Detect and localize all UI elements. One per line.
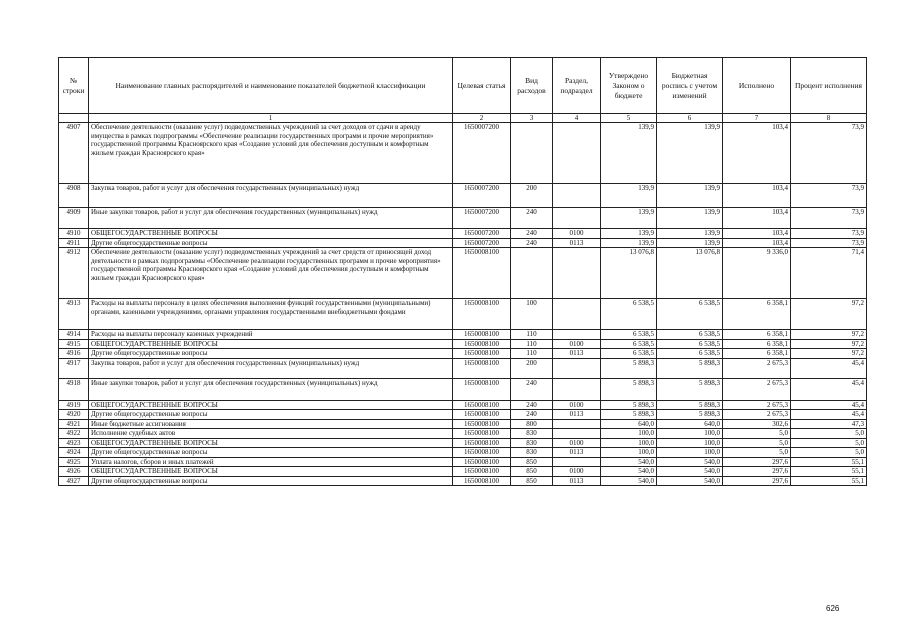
executed-cell: 9 336,0 xyxy=(723,248,791,299)
target-article-cell: 1650008100 xyxy=(453,299,511,330)
row-number-cell: 4927 xyxy=(59,476,89,486)
percent-cell: 73,9 xyxy=(791,229,867,239)
expense-type-cell: 240 xyxy=(511,400,553,410)
target-article-cell: 1650008100 xyxy=(453,419,511,429)
percent-cell: 5,0 xyxy=(791,438,867,448)
section-cell xyxy=(553,419,601,429)
percent-cell: 73,9 xyxy=(791,208,867,229)
name-cell: ОБЩЕГОСУДАРСТВЕННЫЕ ВОПРОСЫ xyxy=(89,339,453,349)
name-cell: Другие общегосударственные вопросы xyxy=(89,448,453,458)
row-number-cell: 4922 xyxy=(59,429,89,439)
approved-cell: 139,9 xyxy=(601,238,657,248)
row-number-cell: 4925 xyxy=(59,457,89,467)
target-article-cell: 1650008100 xyxy=(453,467,511,477)
target-article-cell: 1650008100 xyxy=(453,448,511,458)
row-number-cell: 4914 xyxy=(59,330,89,340)
executed-cell: 103,4 xyxy=(723,123,791,184)
column-number-row xyxy=(59,114,867,123)
name-cell: Другие общегосударственные вопросы xyxy=(89,238,453,248)
budget-table xyxy=(58,57,867,486)
approved-cell: 640,0 xyxy=(601,419,657,429)
schedule-cell: 6 538,5 xyxy=(657,330,723,340)
executed-cell: 103,4 xyxy=(723,229,791,239)
expense-type-cell: 200 xyxy=(511,184,553,208)
schedule-cell: 100,0 xyxy=(657,448,723,458)
expense-type-cell: 240 xyxy=(511,208,553,229)
executed-cell: 302,6 xyxy=(723,419,791,429)
percent-cell: 45,4 xyxy=(791,410,867,420)
approved-cell: 139,9 xyxy=(601,123,657,184)
approved-cell: 100,0 xyxy=(601,429,657,439)
table-row xyxy=(59,229,867,239)
schedule-cell: 540,0 xyxy=(657,476,723,486)
expense-type-cell: 850 xyxy=(511,467,553,477)
approved-cell: 13 076,8 xyxy=(601,248,657,299)
table-row xyxy=(59,429,867,439)
header-schedule: Бюджетная роспись с учетом изменений xyxy=(657,58,723,114)
approved-cell: 6 538,5 xyxy=(601,299,657,330)
schedule-cell: 5 898,3 xyxy=(657,400,723,410)
approved-cell: 139,9 xyxy=(601,184,657,208)
approved-cell: 6 538,5 xyxy=(601,339,657,349)
target-article-cell: 1650008100 xyxy=(453,248,511,299)
target-article-cell: 1650008100 xyxy=(453,349,511,359)
column-number: 3 xyxy=(511,114,553,123)
target-article-cell: 1650007200 xyxy=(453,123,511,184)
table-row xyxy=(59,457,867,467)
name-cell: Иные закупки товаров, работ и услуг для обеспечения государственных (муниципальных) нужд xyxy=(89,208,453,229)
target-article-cell: 1650008100 xyxy=(453,330,511,340)
name-cell: ОБЩЕГОСУДАРСТВЕННЫЕ ВОПРОСЫ xyxy=(89,438,453,448)
header-approved: Утверждено Законом о бюджете xyxy=(601,58,657,114)
target-article-cell: 1650008100 xyxy=(453,410,511,420)
percent-cell: 97,2 xyxy=(791,330,867,340)
expense-type-cell: 110 xyxy=(511,339,553,349)
table-row xyxy=(59,410,867,420)
approved-cell: 100,0 xyxy=(601,448,657,458)
target-article-cell: 1650008100 xyxy=(453,457,511,467)
percent-cell: 45,4 xyxy=(791,400,867,410)
table-row xyxy=(59,349,867,359)
table-row xyxy=(59,448,867,458)
table-row xyxy=(59,248,867,299)
column-number xyxy=(59,114,89,123)
row-number-cell: 4915 xyxy=(59,339,89,349)
column-number: 5 xyxy=(601,114,657,123)
column-number: 4 xyxy=(553,114,601,123)
approved-cell: 139,9 xyxy=(601,229,657,239)
approved-cell: 5 898,3 xyxy=(601,410,657,420)
name-cell: Другие общегосударственные вопросы xyxy=(89,349,453,359)
name-cell: Обеспечение деятельности (оказание услуг) подведомственных учреждений за счет доходов от сдачи в аренду имущества в рамках подпрограммы «Обеспечение реализации государственных программ и прочие мероприятия» государственной программы Красноярского края «Создание условий для обеспечения доступным и комфортным жильем граждан Красноярского края» xyxy=(89,123,453,184)
expense-type-cell: 850 xyxy=(511,476,553,486)
percent-cell: 47,3 xyxy=(791,419,867,429)
expense-type-cell: 110 xyxy=(511,349,553,359)
table-row xyxy=(59,238,867,248)
executed-cell: 297,6 xyxy=(723,457,791,467)
name-cell: Обеспечение деятельности (оказание услуг) подведомственных учреждений за счет средств от приносящей доход деятельности в рамках подпрограммы «Обеспечение реализации государственных программ и прочие мероприятия» государственной программы Красноярского края «Создание условий для обеспечения доступным и комфортным жильем граждан Красноярского края» xyxy=(89,248,453,299)
executed-cell: 103,4 xyxy=(723,208,791,229)
section-cell xyxy=(553,378,601,400)
expense-type-cell: 830 xyxy=(511,448,553,458)
percent-cell: 55,1 xyxy=(791,476,867,486)
section-cell: 0100 xyxy=(553,229,601,239)
expense-type-cell: 240 xyxy=(511,378,553,400)
schedule-cell: 6 538,5 xyxy=(657,349,723,359)
expense-type-cell: 800 xyxy=(511,419,553,429)
schedule-cell: 100,0 xyxy=(657,429,723,439)
schedule-cell: 5 898,3 xyxy=(657,358,723,378)
name-cell: Исполнение судебных актов xyxy=(89,429,453,439)
row-number-cell: 4921 xyxy=(59,419,89,429)
percent-cell: 73,9 xyxy=(791,184,867,208)
section-cell: 0100 xyxy=(553,467,601,477)
header-section: Раздел, подраздел xyxy=(553,58,601,114)
expense-type-cell xyxy=(511,123,553,184)
row-number-cell: 4913 xyxy=(59,299,89,330)
row-number-cell: 4911 xyxy=(59,238,89,248)
target-article-cell: 1650008100 xyxy=(453,438,511,448)
header-target-article: Целевая статья xyxy=(453,58,511,114)
expense-type-cell: 240 xyxy=(511,410,553,420)
name-cell: Закупка товаров, работ и услуг для обеспечения государственных (муниципальных) нужд xyxy=(89,358,453,378)
executed-cell: 2 675,3 xyxy=(723,410,791,420)
executed-cell: 5,0 xyxy=(723,438,791,448)
section-cell: 0100 xyxy=(553,339,601,349)
table-row xyxy=(59,330,867,340)
percent-cell: 45,4 xyxy=(791,378,867,400)
section-cell xyxy=(553,330,601,340)
schedule-cell: 540,0 xyxy=(657,467,723,477)
section-cell: 0100 xyxy=(553,438,601,448)
row-number-cell: 4926 xyxy=(59,467,89,477)
row-number-cell: 4920 xyxy=(59,410,89,420)
expense-type-cell: 110 xyxy=(511,330,553,340)
schedule-cell: 139,9 xyxy=(657,229,723,239)
schedule-cell: 100,0 xyxy=(657,438,723,448)
table-row xyxy=(59,476,867,486)
executed-cell: 6 358,1 xyxy=(723,299,791,330)
approved-cell: 6 538,5 xyxy=(601,349,657,359)
percent-cell: 45,4 xyxy=(791,358,867,378)
table-row xyxy=(59,400,867,410)
target-article-cell: 1650007200 xyxy=(453,229,511,239)
executed-cell: 2 675,3 xyxy=(723,400,791,410)
header-name: Наименование главных распорядителей и наименование показателей бюджетной классификации xyxy=(89,58,453,114)
row-number-cell: 4917 xyxy=(59,358,89,378)
schedule-cell: 139,9 xyxy=(657,184,723,208)
table-row xyxy=(59,339,867,349)
row-number-cell: 4919 xyxy=(59,400,89,410)
executed-cell: 6 358,1 xyxy=(723,330,791,340)
target-article-cell: 1650008100 xyxy=(453,476,511,486)
executed-cell: 2 675,3 xyxy=(723,378,791,400)
table-row xyxy=(59,123,867,184)
section-cell xyxy=(553,429,601,439)
section-cell: 0113 xyxy=(553,476,601,486)
table-header-row xyxy=(59,58,867,114)
section-cell: 0113 xyxy=(553,238,601,248)
executed-cell: 5,0 xyxy=(723,448,791,458)
table-row xyxy=(59,184,867,208)
row-number-cell: 4924 xyxy=(59,448,89,458)
schedule-cell: 5 898,3 xyxy=(657,410,723,420)
executed-cell: 103,4 xyxy=(723,238,791,248)
section-cell xyxy=(553,123,601,184)
percent-cell: 73,9 xyxy=(791,123,867,184)
row-number-cell: 4908 xyxy=(59,184,89,208)
name-cell: Расходы на выплаты персоналу казенных учреждений xyxy=(89,330,453,340)
executed-cell: 297,6 xyxy=(723,467,791,477)
section-cell xyxy=(553,358,601,378)
section-cell xyxy=(553,299,601,330)
expense-type-cell: 200 xyxy=(511,358,553,378)
name-cell: ОБЩЕГОСУДАРСТВЕННЫЕ ВОПРОСЫ xyxy=(89,467,453,477)
section-cell xyxy=(553,184,601,208)
table-row xyxy=(59,208,867,229)
schedule-cell: 139,9 xyxy=(657,123,723,184)
table-row xyxy=(59,419,867,429)
name-cell: Другие общегосударственные вопросы xyxy=(89,410,453,420)
percent-cell: 97,2 xyxy=(791,339,867,349)
name-cell: Другие общегосударственные вопросы xyxy=(89,476,453,486)
row-number-cell: 4907 xyxy=(59,123,89,184)
percent-cell: 73,9 xyxy=(791,238,867,248)
row-number-cell: 4923 xyxy=(59,438,89,448)
executed-cell: 2 675,3 xyxy=(723,358,791,378)
target-article-cell: 1650008100 xyxy=(453,358,511,378)
target-article-cell: 1650008100 xyxy=(453,378,511,400)
name-cell: Иные закупки товаров, работ и услуг для обеспечения государственных (муниципальных) нужд xyxy=(89,378,453,400)
expense-type-cell: 830 xyxy=(511,438,553,448)
column-number: 7 xyxy=(723,114,791,123)
approved-cell: 6 538,5 xyxy=(601,330,657,340)
approved-cell: 5 898,3 xyxy=(601,358,657,378)
column-number: 6 xyxy=(657,114,723,123)
percent-cell: 5,0 xyxy=(791,429,867,439)
target-article-cell: 1650007200 xyxy=(453,208,511,229)
column-number: 1 xyxy=(89,114,453,123)
row-number-cell: 4916 xyxy=(59,349,89,359)
row-number-cell: 4912 xyxy=(59,248,89,299)
schedule-cell: 540,0 xyxy=(657,457,723,467)
approved-cell: 540,0 xyxy=(601,476,657,486)
approved-cell: 5 898,3 xyxy=(601,400,657,410)
section-cell: 0113 xyxy=(553,410,601,420)
schedule-cell: 640,0 xyxy=(657,419,723,429)
name-cell: Уплата налогов, сборов и иных платежей xyxy=(89,457,453,467)
section-cell xyxy=(553,208,601,229)
section-cell: 0113 xyxy=(553,448,601,458)
schedule-cell: 13 076,8 xyxy=(657,248,723,299)
header-row-number: № строки xyxy=(59,58,89,114)
section-cell: 0100 xyxy=(553,400,601,410)
approved-cell: 5 898,3 xyxy=(601,378,657,400)
executed-cell: 6 358,1 xyxy=(723,349,791,359)
column-number: 8 xyxy=(791,114,867,123)
table-row xyxy=(59,358,867,378)
executed-cell: 297,6 xyxy=(723,476,791,486)
row-number-cell: 4909 xyxy=(59,208,89,229)
expense-type-cell: 240 xyxy=(511,238,553,248)
schedule-cell: 139,9 xyxy=(657,238,723,248)
header-expense-type: Вид расходов xyxy=(511,58,553,114)
percent-cell: 55,1 xyxy=(791,457,867,467)
expense-type-cell xyxy=(511,248,553,299)
schedule-cell: 6 538,5 xyxy=(657,299,723,330)
approved-cell: 540,0 xyxy=(601,457,657,467)
expense-type-cell: 100 xyxy=(511,299,553,330)
name-cell: Расходы на выплаты персоналу в целях обеспечения выполнения функций государственными (муниципальными) органами, казенными учреждениями, органами управления государственными внебюджетными фондами xyxy=(89,299,453,330)
name-cell: Закупка товаров, работ и услуг для обеспечения государственных (муниципальных) нужд xyxy=(89,184,453,208)
row-number-cell: 4910 xyxy=(59,229,89,239)
target-article-cell: 1650008100 xyxy=(453,400,511,410)
section-cell xyxy=(553,248,601,299)
percent-cell: 71,4 xyxy=(791,248,867,299)
executed-cell: 103,4 xyxy=(723,184,791,208)
section-cell: 0113 xyxy=(553,349,601,359)
table-body xyxy=(59,123,867,486)
approved-cell: 139,9 xyxy=(601,208,657,229)
percent-cell: 97,2 xyxy=(791,299,867,330)
schedule-cell: 139,9 xyxy=(657,208,723,229)
percent-cell: 55,1 xyxy=(791,467,867,477)
section-cell xyxy=(553,457,601,467)
header-percent: Процент исполнения xyxy=(791,58,867,114)
expense-type-cell: 850 xyxy=(511,457,553,467)
column-number: 2 xyxy=(453,114,511,123)
expense-type-cell: 830 xyxy=(511,429,553,439)
name-cell: ОБЩЕГОСУДАРСТВЕННЫЕ ВОПРОСЫ xyxy=(89,400,453,410)
target-article-cell: 1650007200 xyxy=(453,238,511,248)
percent-cell: 97,2 xyxy=(791,349,867,359)
approved-cell: 100,0 xyxy=(601,438,657,448)
table-row xyxy=(59,299,867,330)
percent-cell: 5,0 xyxy=(791,448,867,458)
target-article-cell: 1650007200 xyxy=(453,184,511,208)
header-executed: Исполнено xyxy=(723,58,791,114)
approved-cell: 540,0 xyxy=(601,467,657,477)
executed-cell: 6 358,1 xyxy=(723,339,791,349)
schedule-cell: 6 538,5 xyxy=(657,339,723,349)
table-row xyxy=(59,438,867,448)
expense-type-cell: 240 xyxy=(511,229,553,239)
name-cell: Иные бюджетные ассигнования xyxy=(89,419,453,429)
target-article-cell: 1650008100 xyxy=(453,429,511,439)
page-number: 626 xyxy=(826,604,840,613)
row-number-cell: 4918 xyxy=(59,378,89,400)
table-row xyxy=(59,378,867,400)
schedule-cell: 5 898,3 xyxy=(657,378,723,400)
target-article-cell: 1650008100 xyxy=(453,339,511,349)
executed-cell: 5,0 xyxy=(723,429,791,439)
table-row xyxy=(59,467,867,477)
name-cell: ОБЩЕГОСУДАРСТВЕННЫЕ ВОПРОСЫ xyxy=(89,229,453,239)
